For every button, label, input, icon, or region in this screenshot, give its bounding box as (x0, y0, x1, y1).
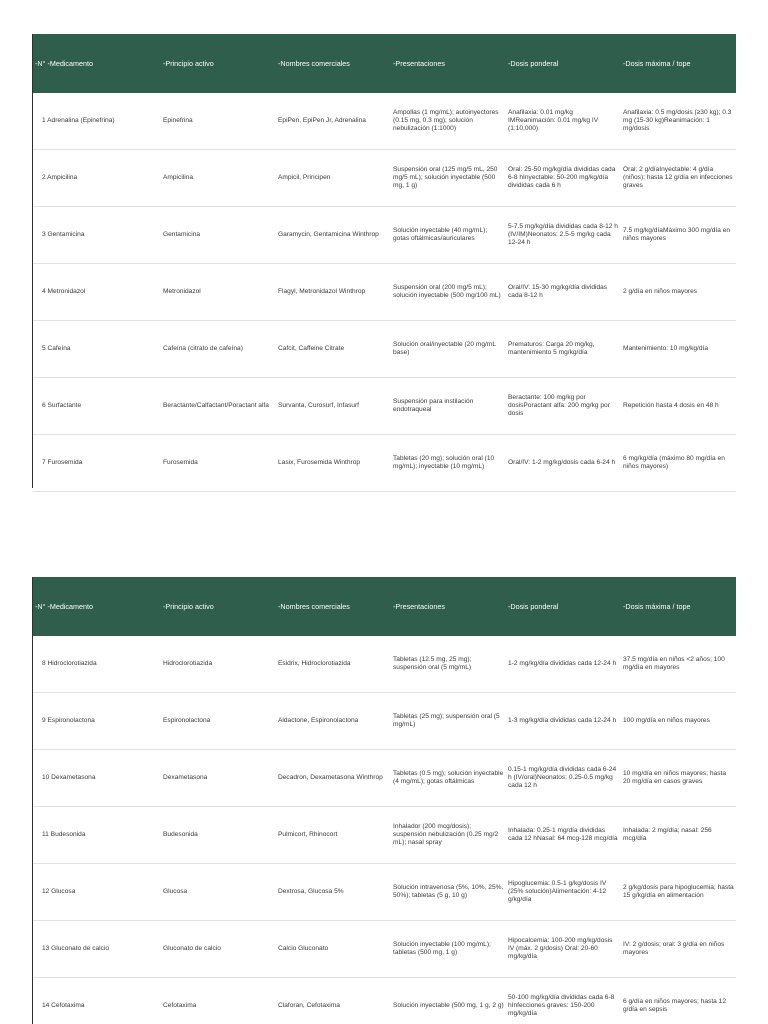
table-row (33, 435, 736, 492)
cell-presentaciones: Ampollas (1 mg/mL); autoinyectores (0.15 mg, 0.3 mg); solución nebulización (1:1000) (393, 108, 499, 133)
cell-ponderal: 1-3 mg/kg/día divididas cada 12-24 h (508, 716, 617, 724)
cell-maxima: Repetición hasta 4 dosis en 48 h (623, 401, 719, 409)
table-row (33, 750, 736, 807)
table-row (33, 807, 736, 864)
cell-comerciales: Garamycin, Gentamicina Winthrop (278, 230, 379, 238)
header-presentaciones: -Presentaciones (393, 59, 445, 68)
header-dosis-ponderal: -Dosis ponderal (508, 59, 559, 68)
cell-presentaciones: Tabletas (25 mg); suspensión oral (5 mg/mL) (393, 712, 500, 728)
cell-principio: Beractante/Calfactant/Poractant alfa (163, 401, 269, 409)
cell-ponderal: Oral/IV: 15-30 mg/kg/día divididas cada 8-12 h (508, 283, 608, 299)
cell-medicamento: 11 Budesonida (42, 830, 86, 838)
cell-maxima: Anafilaxia: 0.5 mg/dosis (≥30 kg); 0.3 mg (15-30 kg)Reanimación: 1 mg/dosis (623, 108, 732, 133)
cell-comerciales: Esidrix, Hidroclorotiazida (278, 659, 351, 667)
cell-medicamento: 3 Gentamicina (42, 230, 85, 238)
cell-maxima: IV: 2 g/dosis; oral: 3 g/día en niños mayores (623, 940, 725, 956)
table-row (33, 264, 736, 321)
cell-maxima: 37.5 mg/día en niños <2 años; 100 mg/día en mayores (623, 655, 725, 671)
cell-principio: Espironolactona (163, 716, 211, 724)
header-presentaciones: -Presentaciones (393, 602, 445, 611)
table-row (33, 978, 736, 1024)
cell-presentaciones: Inhalador (200 mcg/dosis); suspensión nebulización (0.25 mg/2 mL); nasal spray (393, 822, 499, 847)
table-body (33, 636, 736, 1024)
cell-presentaciones: Solución oral/inyectable (20 mg/mL base) (393, 340, 496, 356)
cell-principio: Gentamicina (163, 230, 201, 238)
table-row (33, 321, 736, 378)
header-medicamento: -N° -Medicamento (35, 59, 93, 68)
cell-principio: Hidroclorotiazida (163, 659, 213, 667)
table-row (33, 921, 736, 978)
header-dosis-maxima: -Dosis máxima / tope (623, 602, 691, 611)
cell-comerciales: Ampicil, Principen (278, 173, 331, 181)
cell-principio: Gluconato de calcio (163, 944, 221, 952)
cell-ponderal: Hipocalcemia: 100-200 mg/kg/dosis IV (máx. 2 g/dosis) Oral: 20-60 mg/kg/día (508, 936, 613, 961)
cell-medicamento: 12 Glucosa (42, 887, 76, 895)
table-header (33, 34, 736, 93)
header-nombres-comerciales: -Nombres comerciales (278, 59, 350, 68)
cell-ponderal: Oral: 25-50 mg/kg/día divididas cada 6-8 hInyectable: 50-200 mg/kg/día divididas cada 6 h (508, 165, 616, 190)
cell-principio: Metronidazol (163, 287, 201, 295)
header-nombres-comerciales: -Nombres comerciales (278, 602, 350, 611)
cell-ponderal: Hipoglucemia: 0.5-1 g/kg/dosis IV (25% solución)Alimentación: 4-12 g/kg/día (508, 879, 607, 904)
header-dosis-maxima: -Dosis máxima / tope (623, 59, 691, 68)
cell-ponderal: 0.15-1 mg/kg/día divididas cada 6-24 h (IV/oral)Neonatos: 0.25-0.5 mg/kg cada 12 h (508, 765, 617, 790)
cell-principio: Epinefrina (163, 116, 193, 124)
cell-presentaciones: Tabletas (12.5 mg, 25 mg); suspensión oral (5 mg/mL) (393, 655, 472, 671)
header-principio-activo: -Principio activo (163, 602, 214, 611)
cell-maxima: 6 mg/kg/día (máximo 80 mg/día en niños mayores) (623, 454, 725, 470)
cell-medicamento: 7 Furosemida (42, 458, 83, 466)
cell-ponderal: Oral/IV: 1-2 mg/kg/dosis cada 6-24 h (508, 458, 616, 466)
cell-comerciales: Decadron, Dexametasona Winthrop (278, 773, 383, 781)
table-row (33, 150, 736, 207)
cell-comerciales: Calcio Gluconato (278, 944, 329, 952)
cell-medicamento: 10 Dexametasona (42, 773, 96, 781)
table-row (33, 693, 736, 750)
cell-maxima: Inhalada: 2 mg/día; nasal: 256 mcg/día (623, 826, 712, 842)
cell-comerciales: Lasix, Furosemida Winthrop (278, 458, 361, 466)
cell-ponderal: Beractante: 100 mg/kg por dosisPoractant alfa: 200 mg/kg por dosis (508, 393, 610, 418)
cell-ponderal: Prematuros: Carga 20 mg/kg, mantenimiento 5 mg/kg/día (508, 340, 595, 356)
header-dosis-ponderal: -Dosis ponderal (508, 602, 559, 611)
cell-maxima: Oral: 2 g/díaInyectable: 4 g/día (niños); hasta 12 g/día en infecciones graves (623, 165, 733, 190)
cell-principio: Budesonida (163, 830, 198, 838)
cell-medicamento: 2 Ampicilina (42, 173, 78, 181)
cell-principio: Dexametasona (163, 773, 208, 781)
cell-comerciales: Cafcit, Caffeine Citrate (278, 344, 345, 352)
header-principio-activo: -Principio activo (163, 59, 214, 68)
cell-medicamento: 6 Surfactante (42, 401, 82, 409)
cell-maxima: Mantenimiento: 10 mg/kg/día (623, 344, 709, 352)
cell-medicamento: 8 Hidroclorotiazida (42, 659, 97, 667)
cell-presentaciones: Suspensión para instilación endotraqueal (393, 397, 474, 413)
cell-maxima: 2 g/día en niños mayores (623, 287, 698, 295)
cell-medicamento: 5 Cafeína (42, 344, 71, 352)
cell-medicamento: 1 Adrenalina (Epinefrina) (42, 116, 115, 124)
cell-comerciales: Dextrosa, Glucosa 5% (278, 887, 344, 895)
cell-maxima: 6 g/día en niños mayores; hasta 12 g/día en sepsis (623, 997, 727, 1013)
header-medicamento: -N° -Medicamento (35, 602, 93, 611)
cell-comerciales: Pulmicort, Rhinocort (278, 830, 338, 838)
cell-ponderal: Inhalada: 0.25-1 mg/día divididas cada 12 hNasal: 64 mcg-128 mcg/día (508, 826, 618, 842)
cell-presentaciones: Tabletas (0.5 mg); solución inyectable (4 mg/mL); gotas oftálmicas (393, 769, 504, 785)
cell-ponderal: 1-2 mg/kg/día divididas cada 12-24 h (508, 659, 617, 667)
cell-principio: Ampicilina (163, 173, 194, 181)
cell-principio: Furosemida (163, 458, 198, 466)
cell-comerciales: Survanta, Curosurf, Infasurf (278, 401, 359, 409)
table-body (33, 93, 736, 492)
cell-medicamento: 13 Gluconato de calcio (42, 944, 110, 952)
cell-presentaciones: Tabletas (20 mg); solución oral (10 mg/mL); inyectable (10 mg/mL) (393, 454, 495, 470)
cell-medicamento: 9 Espironolactona (42, 716, 95, 724)
table-header (33, 577, 736, 636)
cell-comerciales: Flagyl, Metronidazol Winthrop (278, 287, 366, 295)
cell-presentaciones: Solución inyectable (40 mg/mL); gotas oftálmicas/auriculares (393, 226, 488, 242)
cell-ponderal: 5-7.5 mg/kg/día divididas cada 8-12 h (IV/IM)Neonatos: 2.5-5 mg/kg cada 12-24 h (508, 222, 618, 247)
cell-ponderal: Anafilaxia: 0.01 mg/kg IMReanimación: 0.01 mg/kg IV (1:10,000) (508, 108, 599, 133)
cell-comerciales: Aldactone, Espironolactona (278, 716, 359, 724)
cell-maxima: 2 g/kg/dosis para hipoglucemia; hasta 15 g/kg/día en alimentación (623, 883, 734, 899)
table-row (33, 207, 736, 264)
cell-presentaciones: Solución intravenosa (5%, 10%, 25%, 50%); tabletas (5 g, 10 g) (393, 883, 504, 899)
cell-comerciales: EpiPen, EpiPen Jr, Adrenalina (278, 116, 366, 124)
cell-principio: Glucosa (163, 887, 188, 895)
cell-ponderal: 50-100 mg/kg/día divididas cada 6-8 hInfecciones graves: 150-200 mg/kg/día (508, 993, 615, 1018)
cell-presentaciones: Suspensión oral (200 mg/5 mL); solución inyectable (500 mg/100 mL) (393, 283, 501, 299)
table-row (33, 636, 736, 693)
table-row (33, 93, 736, 150)
cell-principio: Cafeína (citrato de cafeína) (163, 344, 243, 352)
cell-maxima: 10 mg/día en niños mayores; hasta 20 mg/día en casos graves (623, 769, 726, 785)
cell-maxima: 100 mg/día en niños mayores (623, 716, 710, 724)
cell-medicamento: 4 Metronidazol (42, 287, 86, 295)
cell-presentaciones: Solución inyectable (500 mg, 1 g, 2 g) (393, 1001, 504, 1009)
medication-table-page-1 (32, 34, 736, 488)
cell-comerciales: Claforan, Cefotaxima (278, 1001, 340, 1009)
cell-presentaciones: Solución inyectable (100 mg/mL); tabletas (500 mg, 1 g) (393, 940, 491, 956)
cell-presentaciones: Suspensión oral (125 mg/5 mL, 250 mg/5 mL); solución inyectable (500 mg, 1 g) (393, 165, 498, 190)
cell-medicamento: 14 Cefotaxima (42, 1001, 85, 1009)
table-row (33, 378, 736, 435)
cell-maxima: 7.5 mg/kg/díaMáximo 300 mg/día en niños mayores (623, 226, 731, 242)
cell-principio: Cefotaxima (163, 1001, 197, 1009)
table-row (33, 864, 736, 921)
medication-table-page-2 (32, 577, 736, 1024)
